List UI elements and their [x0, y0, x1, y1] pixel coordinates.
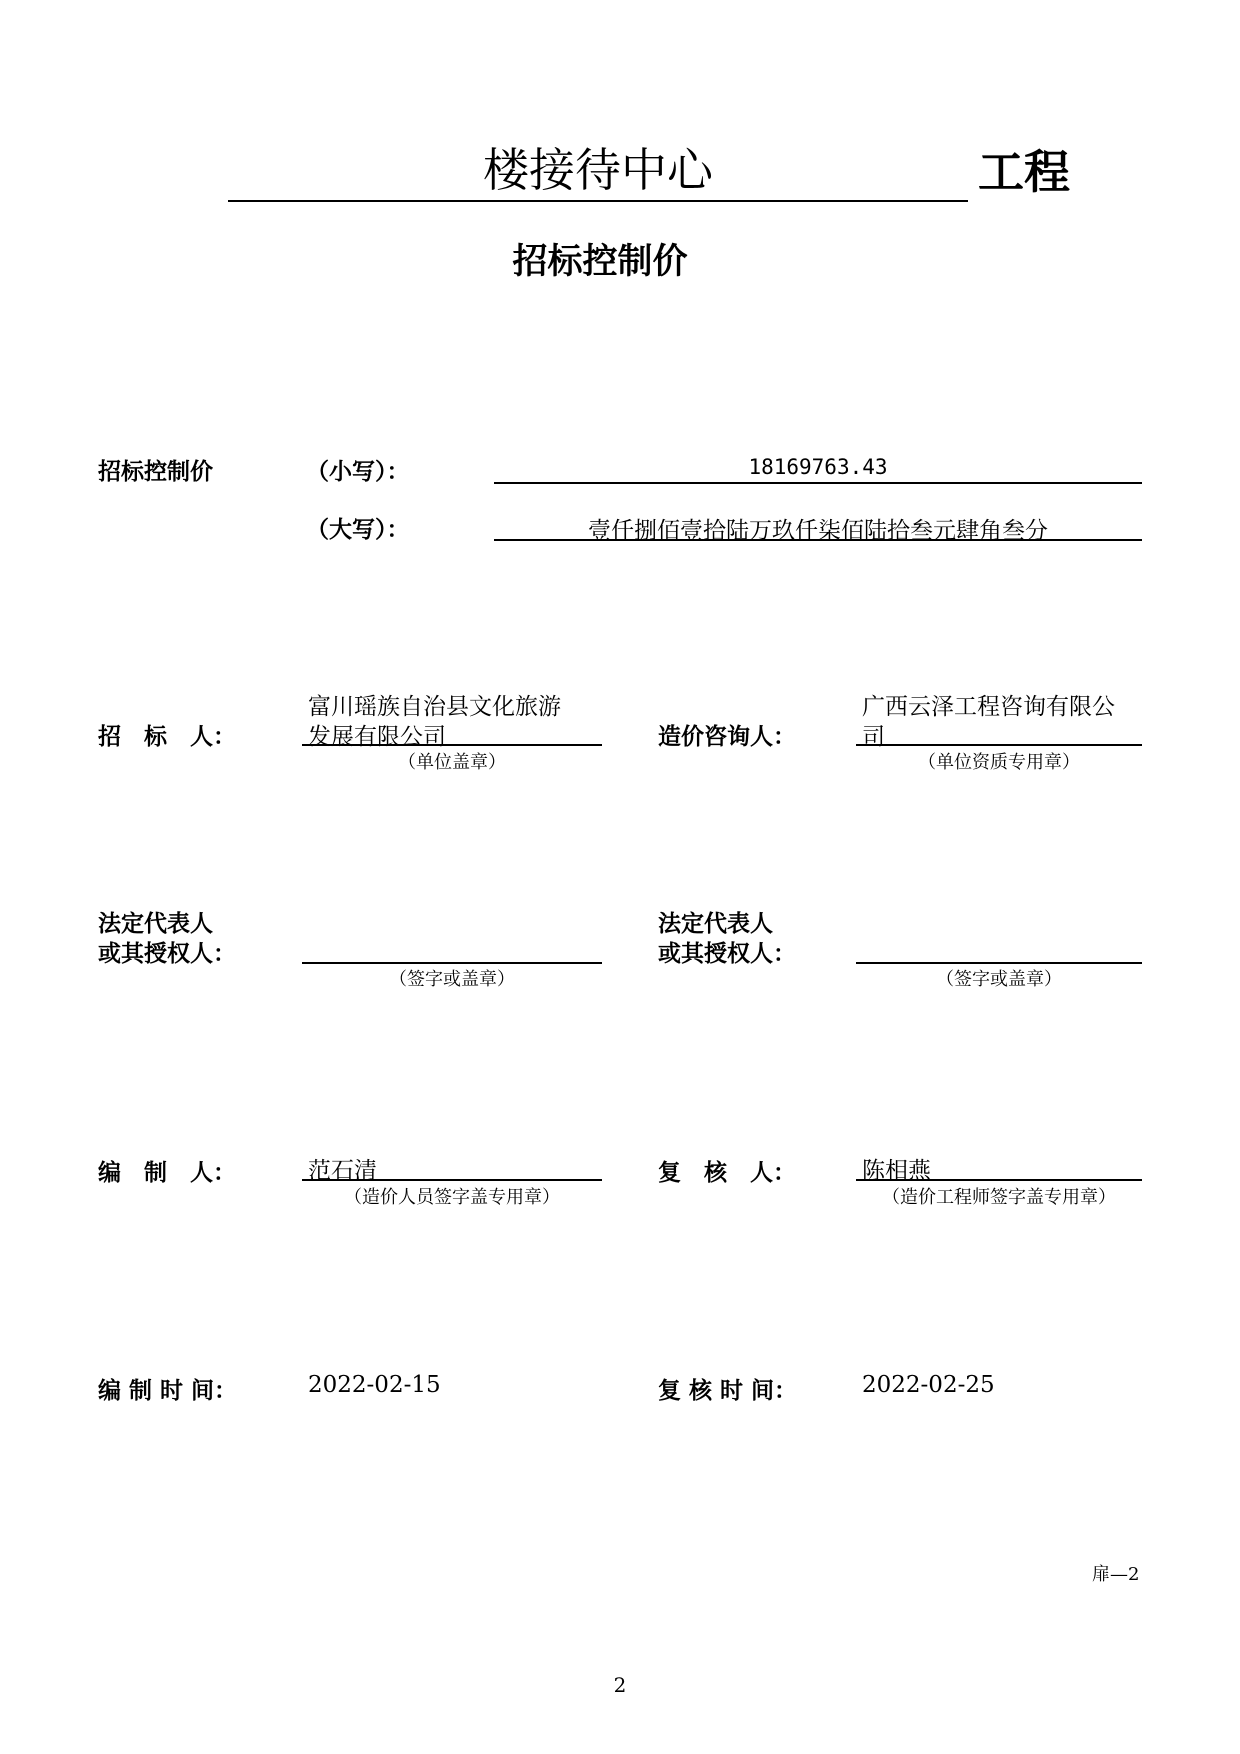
- right-rep-label-line1: 法定代表人: [658, 911, 773, 937]
- left-rep-label-line1: 法定代表人: [98, 911, 213, 937]
- form-code: 扉—2: [1092, 1564, 1140, 1585]
- reviewer-value: 陈相燕: [862, 1158, 931, 1184]
- document-title: 招标控制价: [512, 242, 688, 282]
- reviewer-label: 复 核 人：: [658, 1160, 796, 1186]
- tenderer-underline: [302, 744, 602, 746]
- compiler-label: 编 制 人：: [98, 1160, 236, 1186]
- page-number: 2: [613, 1673, 627, 1697]
- reviewer-note: （造价工程师签字盖专用章）: [882, 1187, 1116, 1208]
- price-upper-underline: [494, 539, 1142, 541]
- reviewer-underline: [856, 1179, 1142, 1181]
- project-name: 楼接待中心: [483, 143, 713, 197]
- consultant-value-line1: 广西云泽工程咨询有限公: [862, 694, 1115, 720]
- consultant-label: 造价咨询人：: [658, 724, 796, 750]
- compiler-note: （造价人员签字盖专用章）: [344, 1187, 560, 1208]
- project-name-underline: [228, 200, 968, 202]
- left-rep-label-line2: 或其授权人：: [98, 941, 236, 967]
- tenderer-note: （单位盖章）: [398, 752, 506, 773]
- consultant-value-line2: 司: [862, 724, 885, 750]
- consultant-note: （单位资质专用章）: [918, 752, 1080, 773]
- compile-date-value: 2022-02-15: [308, 1372, 441, 1398]
- right-rep-underline: [856, 962, 1142, 964]
- compile-date-label: 编 制 时 间：: [98, 1378, 238, 1404]
- price-lower-underline: [494, 482, 1142, 484]
- tenderer-label: 招 标 人：: [98, 724, 236, 750]
- project-suffix: 工程: [978, 145, 1070, 199]
- consultant-underline: [856, 744, 1142, 746]
- price-lower-value: 18169763.43: [748, 455, 888, 479]
- review-date-label: 复 核 时 间：: [658, 1378, 798, 1404]
- price-upper-value: 壹仟捌佰壹拾陆万玖仟柒佰陆拾叁元肆角叁分: [588, 518, 1048, 544]
- right-rep-label-line2: 或其授权人：: [658, 941, 796, 967]
- left-rep-note: （签字或盖章）: [389, 969, 515, 990]
- review-date-value: 2022-02-25: [862, 1372, 995, 1398]
- price-upper-label: （大写）：: [306, 517, 410, 543]
- left-rep-underline: [302, 962, 602, 964]
- tenderer-value-line1: 富川瑶族自治县文化旅游: [308, 694, 561, 720]
- price-lower-label: （小写）：: [306, 459, 410, 485]
- right-rep-note: （签字或盖章）: [936, 969, 1062, 990]
- price-label: 招标控制价: [98, 459, 213, 485]
- compiler-underline: [302, 1179, 602, 1181]
- compiler-value: 范石清: [308, 1158, 377, 1184]
- tenderer-value-line2: 发展有限公司: [308, 724, 446, 750]
